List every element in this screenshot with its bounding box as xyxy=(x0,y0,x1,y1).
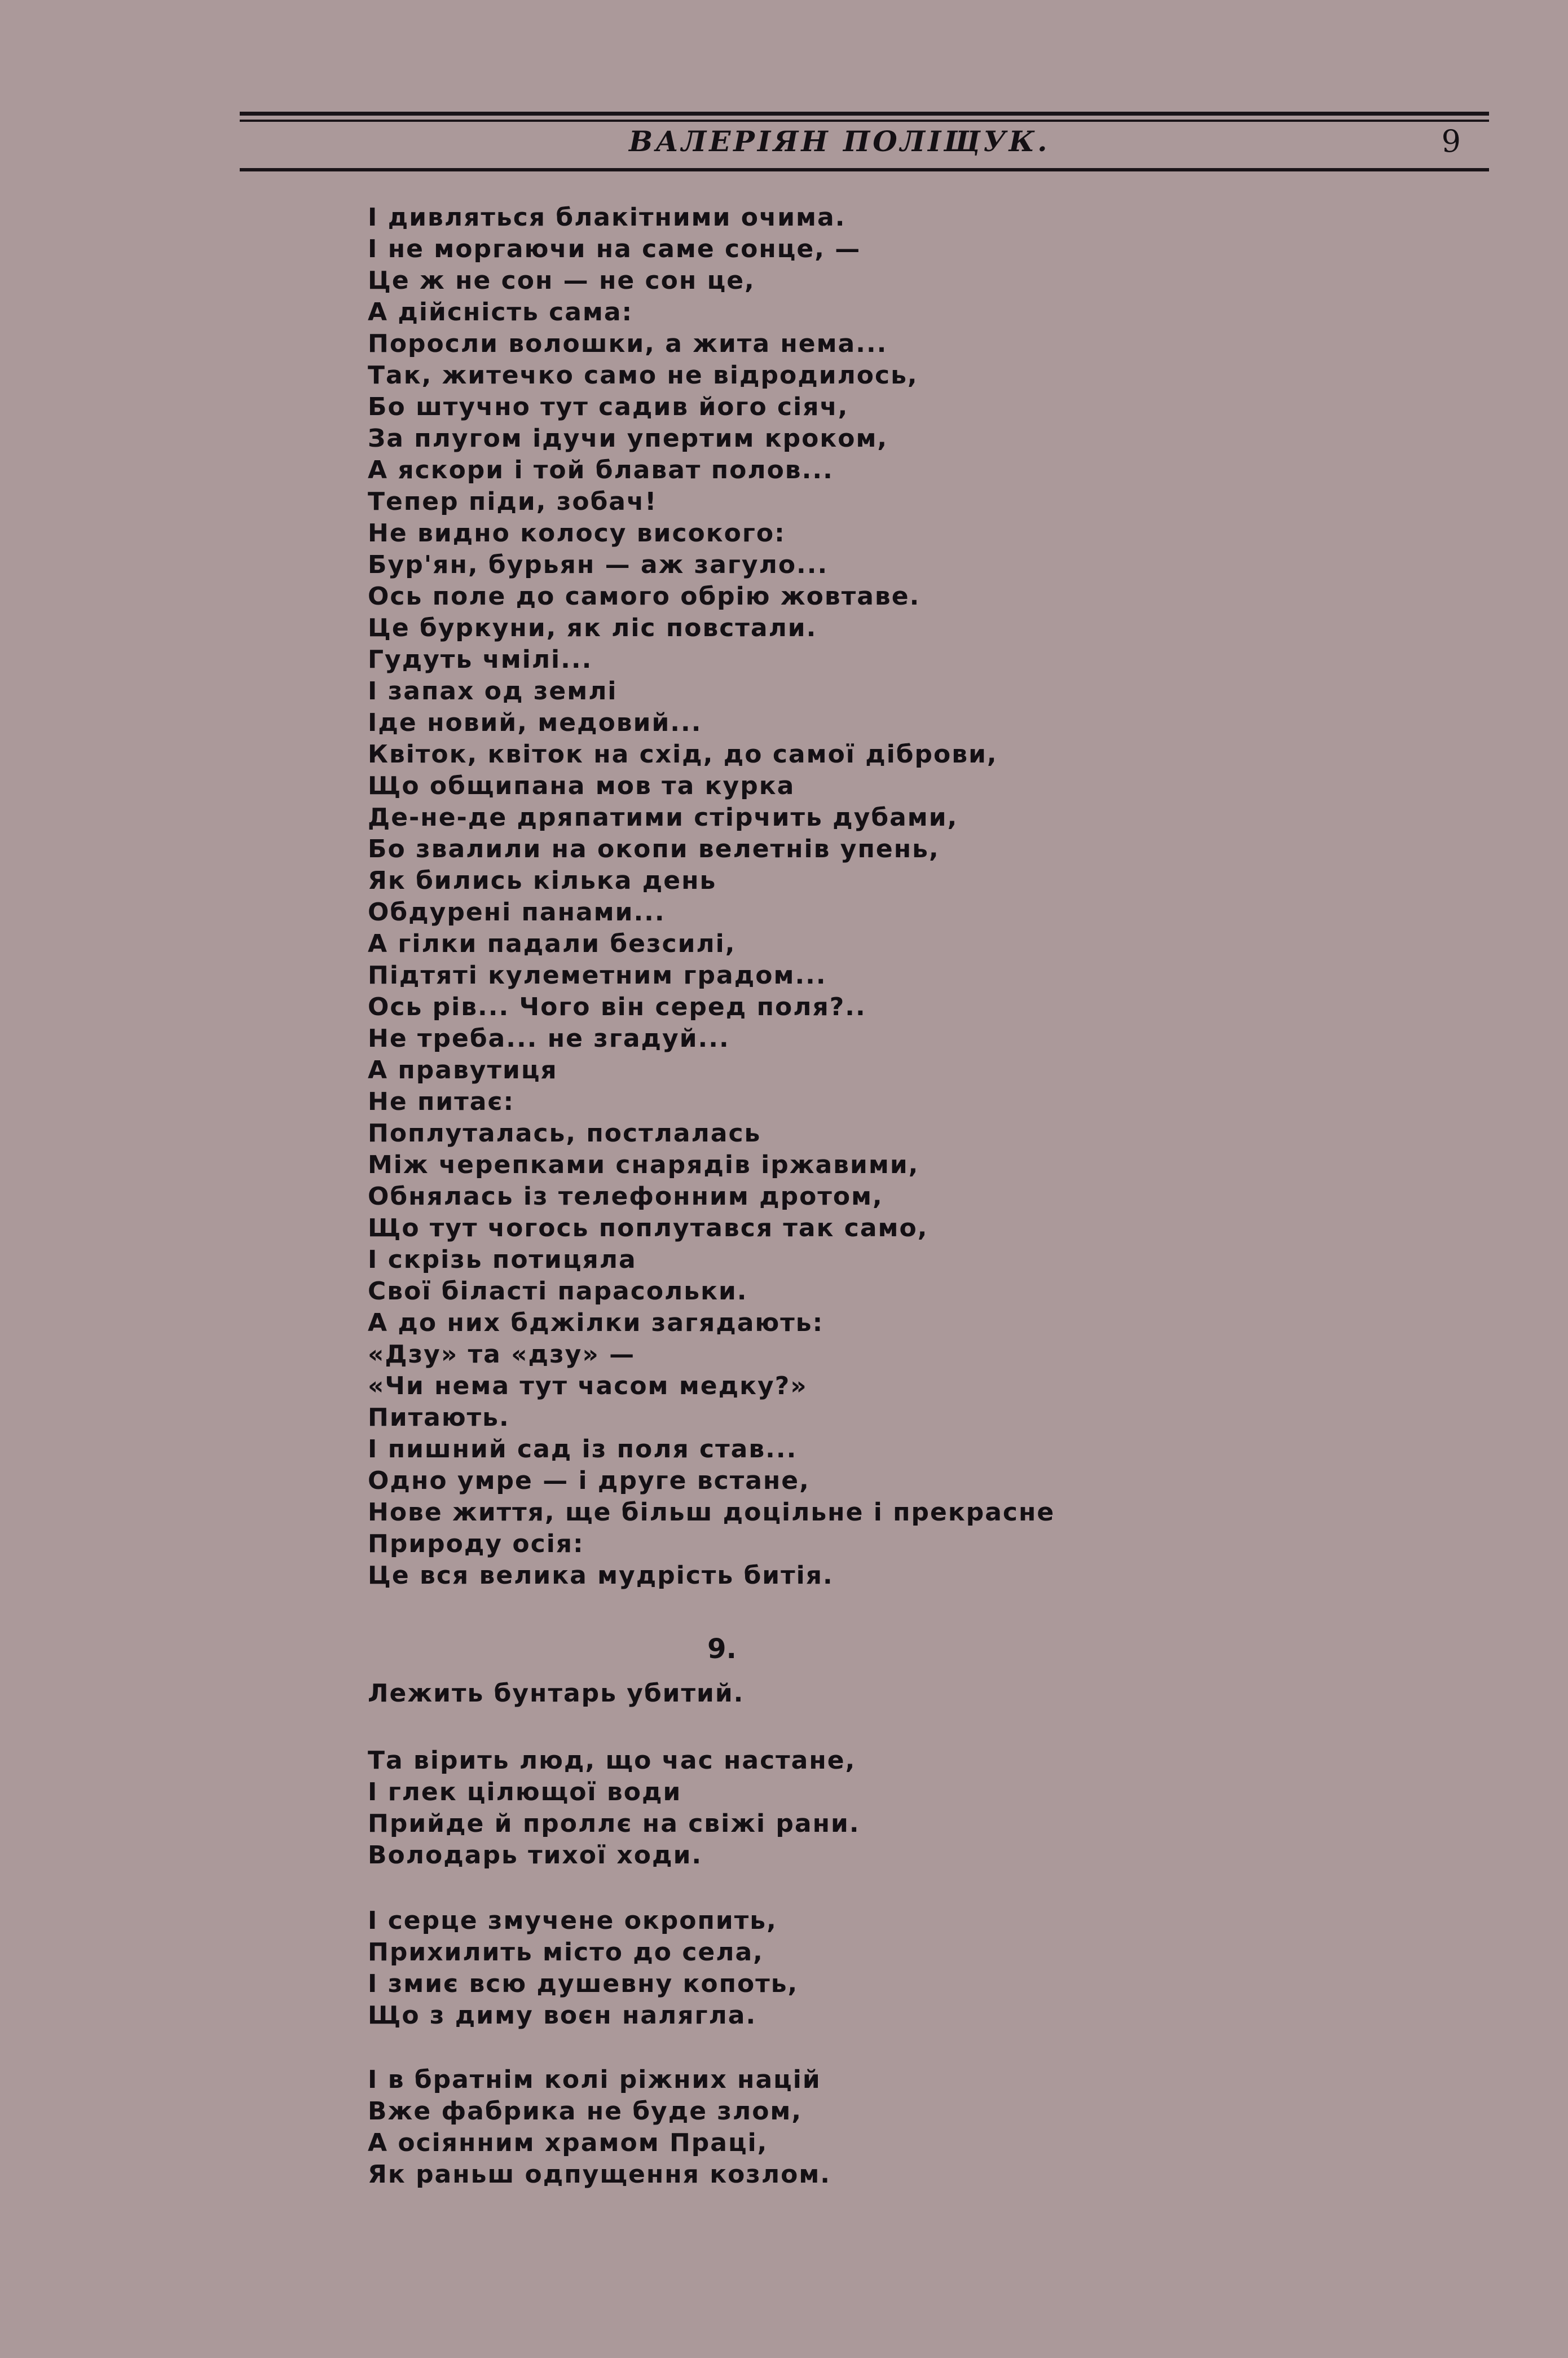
poem-line: Іде новий, медовий... xyxy=(368,708,702,737)
poem-line: А дійсність сама: xyxy=(368,298,633,327)
poem-line: Вже фабрика не буде злом, xyxy=(368,2097,803,2126)
poem-line: Прихилить місто до села, xyxy=(368,1938,764,1967)
poem-line: І глек цілющої води xyxy=(368,1778,682,1806)
poem-line: Бо звалили на окопи велетнів упень, xyxy=(368,835,940,863)
poem-line: Бур'ян, бурьян — аж загуло... xyxy=(368,550,829,579)
poem-line: Не питає: xyxy=(368,1087,515,1116)
page-number: 9 xyxy=(1441,124,1461,159)
poem-line: Між черепками снарядів іржавими, xyxy=(368,1151,919,1179)
poem-line: Ось поле до самого обрію жовтаве. xyxy=(368,582,920,611)
poem-line: Де-не-де дряпатими стірчить дубами, xyxy=(368,803,958,832)
poem-line: А осіянним храмом Праці, xyxy=(368,2128,768,2157)
poem-line: Це буркуни, як ліс повстали. xyxy=(368,614,817,642)
header-rule-bottom xyxy=(240,168,1489,171)
running-head: ВАЛЕРІЯН ПОЛІЩУК. xyxy=(629,125,1050,158)
poem-line: Не видно колосу високого: xyxy=(368,519,786,548)
poem-line: А гілки падали безсилі, xyxy=(368,929,736,958)
poem-line: Одно умре — і друге встане, xyxy=(368,1466,810,1495)
poem-line: І змиє всю душевну копоть, xyxy=(368,1969,799,1998)
poem-line: Бо штучно тут садив його сіяч, xyxy=(368,393,849,421)
poem-line: Поросли волошки, а жита нема... xyxy=(368,329,888,358)
poem-line: Свої біласті парасольки. xyxy=(368,1277,748,1306)
poem-line: Що общипана мов та курка xyxy=(368,772,795,800)
poem-line: І запах од землі xyxy=(368,677,618,706)
poem-line: І скрізь потицяла xyxy=(368,1245,637,1274)
poem-line: Поплуталась, постлалась xyxy=(368,1119,761,1148)
poem-line: Не треба... не згадуй... xyxy=(368,1024,730,1053)
poem-line: Це ж не сон — не сон це, xyxy=(368,266,755,295)
poem-line: Як бились кілька день xyxy=(368,866,717,895)
poem-line: Тепер піди, зобач! xyxy=(368,487,658,516)
poem-line: Це вся велика мудрість битія. xyxy=(368,1561,834,1590)
poem-line: І серце змучене окропить, xyxy=(368,1906,777,1935)
poem-line: І не моргаючи на саме сонце, — xyxy=(368,235,861,263)
poem-stanza xyxy=(368,2064,1439,2190)
poem-line: Гудуть чмілі... xyxy=(368,645,593,674)
poem-line: Що з диму воєн налягла. xyxy=(368,2001,757,2030)
poem-line: Підтяті кулеметним градом... xyxy=(368,961,827,990)
poem-line: І пишний сад із поля став... xyxy=(368,1435,798,1464)
poem-line: Що тут чогось поплутався так само, xyxy=(368,1214,928,1242)
poem-line: Обнялась із телефонним дротом, xyxy=(368,1182,883,1211)
poem-line: Та вірить люд, що час настане, xyxy=(368,1746,856,1775)
poem-line: Володарь тихої ходи. xyxy=(368,1841,703,1870)
poem-line: Квіток, квіток на схід, до самої діброви, xyxy=(368,740,998,769)
poem-line: Як раньш одпущення козлом. xyxy=(368,2160,831,2189)
poem-line: Так, житечко само не відродилось, xyxy=(368,361,918,390)
poem-line: Прийде й проллє на свіжі рани. xyxy=(368,1809,860,1838)
poem-line: Ось рів... Чого він серед поля?.. xyxy=(368,993,866,1021)
poem-line: «Чи нема тут часом медку?» xyxy=(368,1372,808,1400)
header-rule-top xyxy=(240,112,1489,116)
poem-line: Природу осія: xyxy=(368,1530,584,1558)
poem-stanza xyxy=(368,1905,1439,2031)
poem-line: «Дзу» та «дзу» — xyxy=(368,1340,636,1369)
poem-line: За плугом ідучи упертим кроком, xyxy=(368,424,888,453)
poem-line: І дивляться блакітними очима. xyxy=(368,203,846,232)
poem-line: А яскори і той блават полов... xyxy=(368,456,834,484)
poem-stanza xyxy=(368,1745,1439,1871)
poem-line: Лежить бунтарь убитий. xyxy=(368,1679,745,1708)
poem-line: А правутиця xyxy=(368,1056,558,1085)
poem-line: А до них бджілки загядають: xyxy=(368,1308,824,1337)
section-intro xyxy=(368,1678,1439,1709)
poem-line: Нове життя, ще більш доцільне і прекрасне xyxy=(368,1498,1055,1527)
poem-line: Обдурені панами... xyxy=(368,898,666,927)
poem-line: І в братнім колі ріжних націй xyxy=(368,2065,821,2094)
section-number: 9. xyxy=(707,1633,737,1665)
poem-line: Питають. xyxy=(368,1403,510,1432)
poem-stanza xyxy=(368,202,1439,1592)
